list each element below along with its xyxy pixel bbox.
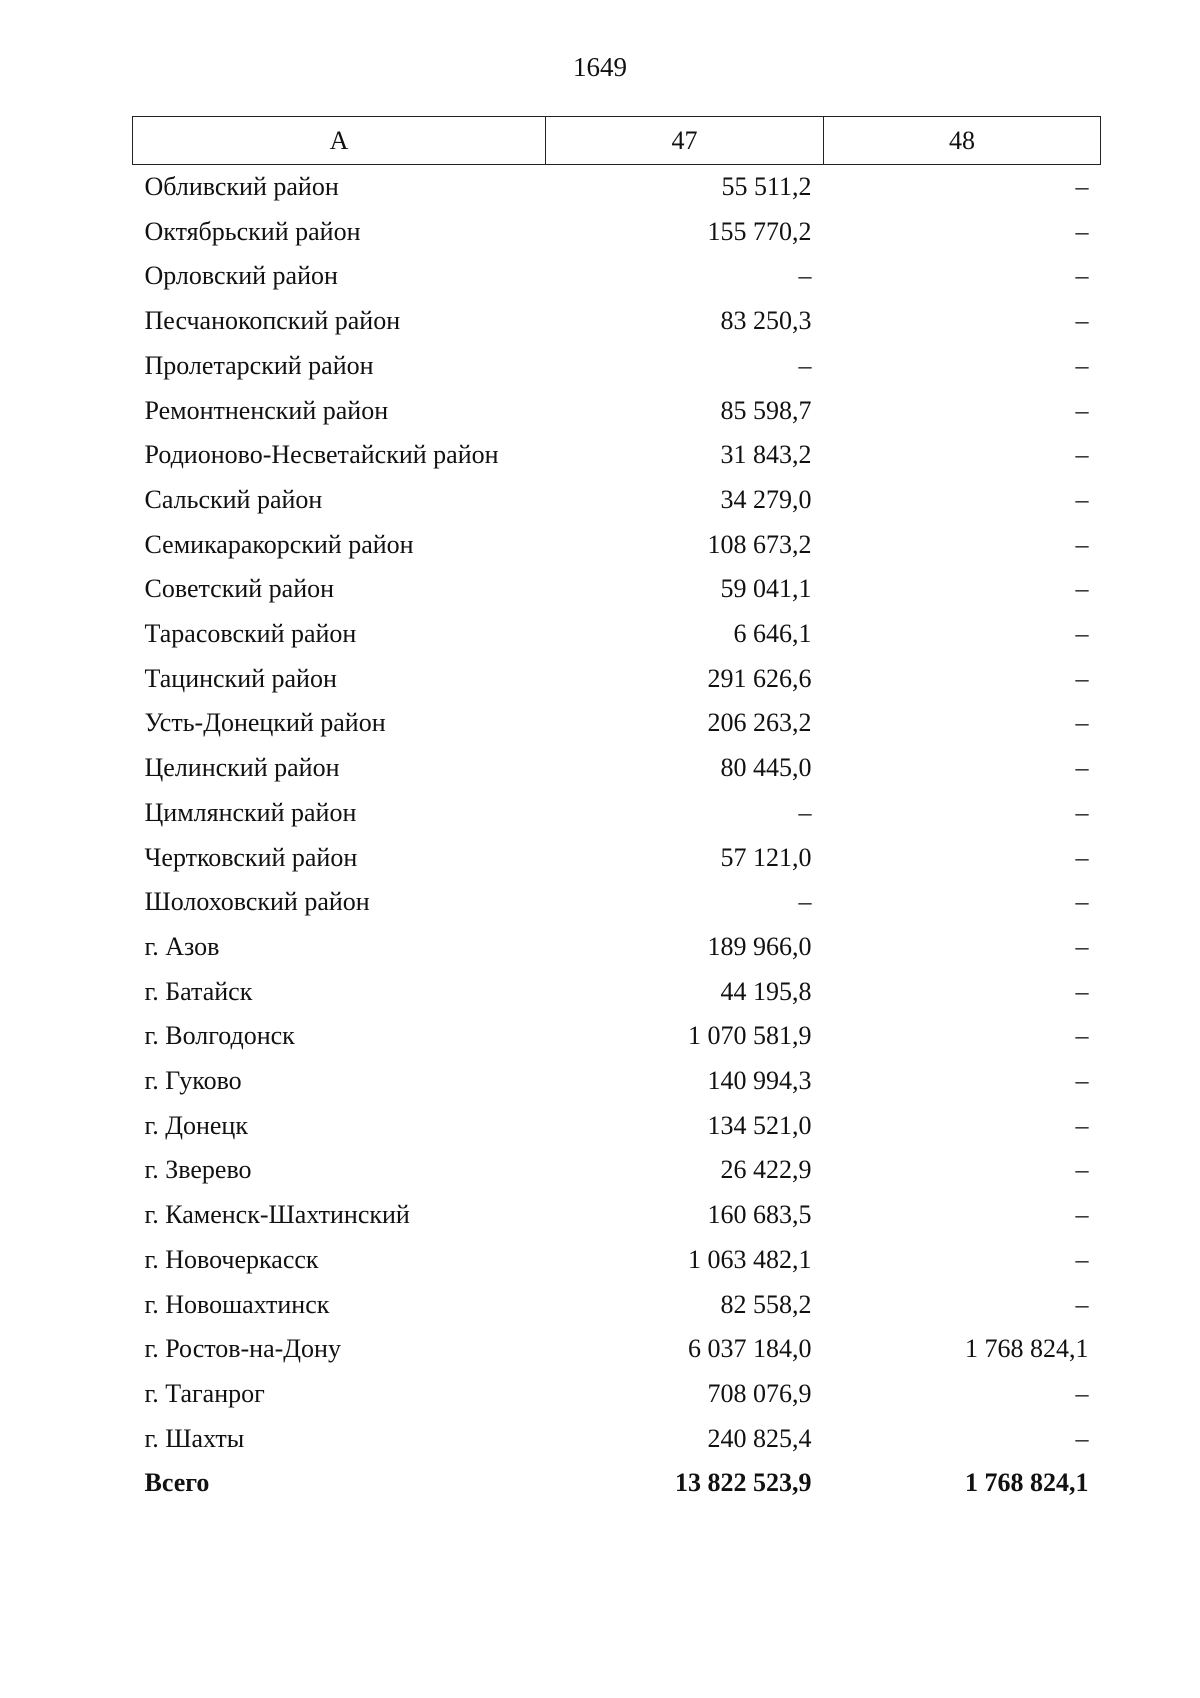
table-row xyxy=(133,165,1101,210)
table-row xyxy=(133,1014,1101,1059)
value-cell-47: 206 263,2 xyxy=(707,708,812,738)
value-cell-47: 31 843,2 xyxy=(720,440,812,470)
table-row xyxy=(133,433,1101,478)
row-name-cell: Советский район xyxy=(144,574,335,604)
table-row xyxy=(133,1059,1101,1104)
table-row xyxy=(133,1283,1101,1328)
value-cell-47: 13 822 523,9 xyxy=(675,1468,812,1498)
row-name-cell: г. Таганрог xyxy=(144,1378,265,1408)
value-cell-47: 108 673,2 xyxy=(707,529,812,559)
value-cell-47: 140 994,3 xyxy=(707,1066,812,1096)
value-cell-47: 189 966,0 xyxy=(707,931,812,961)
table-row xyxy=(133,612,1101,657)
row-name-cell: Ремонтненский район xyxy=(144,395,389,425)
row-name-cell: Орловский район xyxy=(144,261,338,291)
value-cell-48: – xyxy=(1075,663,1089,693)
row-name-cell: Семикаракорский район xyxy=(144,529,414,559)
value-cell-48: – xyxy=(1075,1378,1089,1408)
value-cell-47: 1 070 581,9 xyxy=(688,1021,812,1051)
value-cell-48: – xyxy=(1075,931,1089,961)
value-cell-48: – xyxy=(1075,887,1089,917)
row-name-cell: Пролетарский район xyxy=(144,350,374,380)
table-row xyxy=(133,1148,1101,1193)
value-cell-47: 44 195,8 xyxy=(720,976,812,1006)
value-cell-48: – xyxy=(1075,1066,1089,1096)
table-row xyxy=(133,1104,1101,1149)
row-name-cell: г. Азов xyxy=(144,931,220,961)
value-cell-48: – xyxy=(1075,1423,1089,1453)
value-cell-47: – xyxy=(798,887,812,917)
table-row xyxy=(133,567,1101,612)
value-cell-47: 59 041,1 xyxy=(720,574,812,604)
row-name-cell: Усть-Донецкий район xyxy=(144,708,386,738)
value-cell-47: 160 683,5 xyxy=(707,1200,812,1230)
value-cell-48: – xyxy=(1075,842,1089,872)
row-name-cell: г. Зверево xyxy=(144,1155,252,1185)
value-cell-47: – xyxy=(798,261,812,291)
table-row xyxy=(133,299,1101,344)
table-row xyxy=(133,1238,1101,1283)
value-cell-47: 57 121,0 xyxy=(720,842,812,872)
value-cell-48: – xyxy=(1075,172,1089,201)
value-cell-48: – xyxy=(1075,1244,1089,1274)
table-row xyxy=(133,836,1101,881)
value-cell-48: – xyxy=(1075,797,1089,827)
row-name-cell: г. Новошахтинск xyxy=(144,1289,330,1319)
value-cell-48: – xyxy=(1075,350,1089,380)
value-cell-47: 85 598,7 xyxy=(720,395,812,425)
value-cell-47: 291 626,6 xyxy=(707,663,812,693)
value-cell-48: 1 768 824,1 xyxy=(965,1334,1089,1364)
table-row xyxy=(133,344,1101,389)
value-cell-47: 6 646,1 xyxy=(733,619,812,649)
value-cell-47: 80 445,0 xyxy=(720,753,812,783)
table-row xyxy=(133,657,1101,702)
table-row xyxy=(133,210,1101,255)
row-name-cell: Сальский район xyxy=(144,484,323,514)
row-name-cell: Родионово-Несветайский район xyxy=(144,440,499,470)
row-name-cell: г. Новочеркасск xyxy=(144,1244,319,1274)
value-cell-48: – xyxy=(1075,440,1089,470)
row-name-cell: г. Гуково xyxy=(144,1066,242,1096)
column-header-48: 48 xyxy=(824,117,1101,165)
value-cell-48: – xyxy=(1075,484,1089,514)
value-cell-47: 6 037 184,0 xyxy=(688,1334,812,1364)
row-name-cell: г. Донецк xyxy=(144,1110,248,1140)
row-name-cell: Октябрьский район xyxy=(144,216,361,246)
table-row xyxy=(133,523,1101,568)
budget-table xyxy=(132,116,1101,1506)
value-cell-48: – xyxy=(1075,261,1089,291)
row-name-cell: г. Шахты xyxy=(144,1423,245,1453)
value-cell-47: 1 063 482,1 xyxy=(688,1244,812,1274)
row-name-cell: Целинский район xyxy=(144,753,340,783)
value-cell-48: – xyxy=(1075,708,1089,738)
table-row xyxy=(133,970,1101,1015)
row-name-cell: Тарасовский район xyxy=(144,619,357,649)
table-row xyxy=(133,1372,1101,1417)
value-cell-48: – xyxy=(1075,306,1089,336)
table-row xyxy=(133,746,1101,791)
table-body xyxy=(133,165,1101,1507)
value-cell-48: – xyxy=(1075,1110,1089,1140)
value-cell-47: – xyxy=(798,797,812,827)
table-row xyxy=(133,791,1101,836)
header-row xyxy=(133,117,1101,165)
value-cell-48: – xyxy=(1075,1200,1089,1230)
value-cell-47: 83 250,3 xyxy=(720,306,812,336)
value-cell-48: – xyxy=(1075,753,1089,783)
value-cell-47: 134 521,0 xyxy=(707,1110,812,1140)
row-name-cell: Тацинский район xyxy=(144,663,337,693)
row-name-cell: г. Ростов-на-Дону xyxy=(144,1334,341,1364)
value-cell-47: 34 279,0 xyxy=(720,484,812,514)
value-cell-48: – xyxy=(1075,574,1089,604)
table-header xyxy=(133,117,1101,165)
table-row xyxy=(133,701,1101,746)
table-row xyxy=(133,880,1101,925)
page-number: 1649 xyxy=(573,52,627,82)
value-cell-48: – xyxy=(1075,1289,1089,1319)
row-name-cell: Обливский район xyxy=(144,172,339,201)
row-name-cell: г. Батайск xyxy=(144,976,253,1006)
column-header-47: 47 xyxy=(546,117,824,165)
table-row xyxy=(133,925,1101,970)
table-row xyxy=(133,389,1101,434)
total-row xyxy=(133,1461,1101,1506)
value-cell-47: 82 558,2 xyxy=(720,1289,812,1319)
value-cell-48: – xyxy=(1075,1021,1089,1051)
row-name-cell: Шолоховский район xyxy=(144,887,370,917)
value-cell-48: 1 768 824,1 xyxy=(965,1468,1089,1498)
value-cell-48: – xyxy=(1075,1155,1089,1185)
value-cell-48: – xyxy=(1075,395,1089,425)
value-cell-47: 55 511,2 xyxy=(721,172,812,201)
row-name-cell: г. Волгодонск xyxy=(144,1021,295,1051)
table-row xyxy=(133,478,1101,523)
row-name-cell: г. Каменск-Шахтинский xyxy=(144,1200,410,1230)
value-cell-48: – xyxy=(1075,529,1089,559)
row-name-cell: Чертковский район xyxy=(144,842,358,872)
value-cell-48: – xyxy=(1075,619,1089,649)
row-name-cell: Всего xyxy=(144,1468,210,1498)
table-row xyxy=(133,1193,1101,1238)
value-cell-48: – xyxy=(1075,976,1089,1006)
value-cell-47: 708 076,9 xyxy=(707,1378,812,1408)
table-row xyxy=(133,1327,1101,1372)
budget-table-container xyxy=(132,116,1100,1506)
row-name-cell: Цимлянский район xyxy=(144,797,357,827)
row-name-cell: Песчанокопский район xyxy=(144,306,401,336)
table-row xyxy=(133,254,1101,299)
value-cell-48: – xyxy=(1075,216,1089,246)
column-header-name: А xyxy=(133,117,546,165)
value-cell-47: 26 422,9 xyxy=(720,1155,812,1185)
value-cell-47: 155 770,2 xyxy=(707,216,812,246)
value-cell-47: 240 825,4 xyxy=(707,1423,812,1453)
value-cell-47: – xyxy=(798,350,812,380)
table-row xyxy=(133,1417,1101,1462)
